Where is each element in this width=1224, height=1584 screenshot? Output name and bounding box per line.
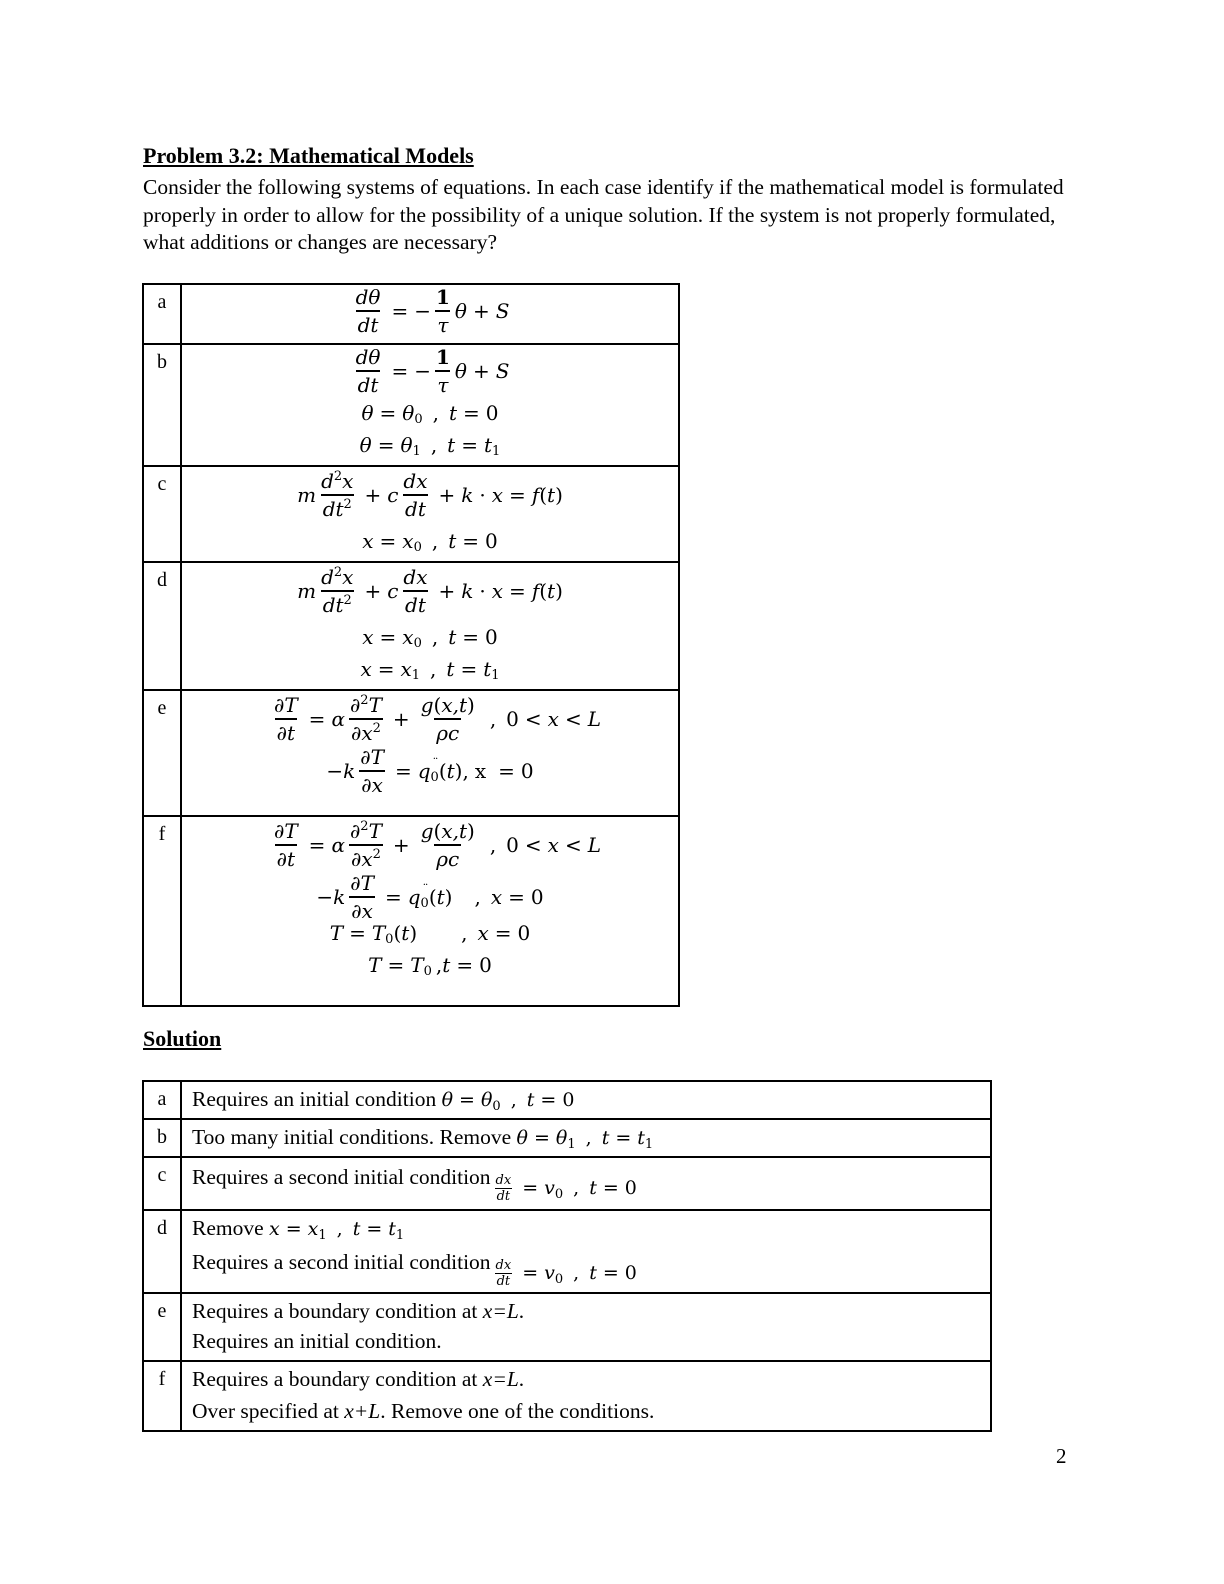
ode-first-order: $\frac{d\theta}{dt}$ = − $\frac{1}{\tau}$ θ + S bbox=[355, 285, 510, 337]
solution-text: Requires a boundary condition at bbox=[192, 1299, 483, 1323]
initial-condition-theta0: θ = θ 0 , t = 0 bbox=[361, 401, 499, 427]
condition-theta1: θ = θ 1 , t = t 1 bbox=[516, 1127, 654, 1152]
row-label: d bbox=[143, 562, 181, 690]
row-label: b bbox=[143, 1119, 181, 1157]
solution-text: Too many initial conditions. Remove bbox=[192, 1125, 512, 1149]
problem-table bbox=[142, 283, 680, 1007]
row-label: f bbox=[143, 1361, 181, 1431]
condition-x1: x = x 1 , t = t 1 bbox=[269, 1218, 405, 1243]
solution-text: Requires an initial condition. bbox=[192, 1329, 442, 1353]
boundary-location: x=L bbox=[482, 1299, 519, 1323]
problem-statement bbox=[143, 174, 1083, 257]
solution-text: Requires a second initial condition bbox=[192, 1250, 491, 1274]
solution-row-b bbox=[143, 1119, 991, 1157]
condition-x1: x = x 1 , t = t 1 bbox=[360, 657, 500, 683]
problem-row-e bbox=[143, 690, 679, 816]
equation-cell bbox=[181, 466, 679, 562]
temperature-boundary-condition: T = T 0 ( t ) , x = 0 bbox=[329, 921, 531, 947]
solution-row-c bbox=[143, 1157, 991, 1210]
row-label: b bbox=[143, 344, 181, 466]
equation-cell bbox=[181, 816, 679, 1006]
problem-row-f bbox=[143, 816, 679, 1006]
equation-cell bbox=[181, 344, 679, 466]
ode-second-order: m $\frac{d^2x}{dt^2}$ + c $\frac{dx}{dt}$ + k · x = f ( t ) bbox=[297, 565, 563, 617]
solution-text: . Remove one of the conditions. bbox=[380, 1399, 655, 1423]
heat-equation: $\frac{\partial T}{\partial t}$ = α $\frac{\partial^2T}{\partial x^2}$ + $\frac{g(x,t)}{\rho c}$ , 0 < x < L bbox=[273, 693, 601, 745]
solution-row-a bbox=[143, 1081, 991, 1119]
row-label: a bbox=[143, 1081, 181, 1119]
flux-boundary-condition: − k $\frac{\partial T}{\partial x}$ = q ¨ 0 ( t ) , x = 0 bbox=[326, 747, 533, 795]
ode-first-order: $\frac{d\theta}{dt}$ = − $\frac{1}{\tau}$ θ + S bbox=[355, 345, 510, 397]
row-label: c bbox=[143, 466, 181, 562]
boundary-location: x+L bbox=[344, 1399, 381, 1423]
solution-row-d bbox=[143, 1210, 991, 1293]
solution-row-f bbox=[143, 1361, 991, 1431]
ode-second-order: m $\frac{d^2x}{dt^2}$ + c $\frac{dx}{dt}$ + k · x = f ( t ) bbox=[297, 469, 563, 521]
equation-cell bbox=[181, 562, 679, 690]
solution-cell bbox=[181, 1157, 991, 1210]
row-label: e bbox=[143, 1293, 181, 1361]
heat-equation: $\frac{\partial T}{\partial t}$ = α $\frac{\partial^2T}{\partial x^2}$ + $\frac{g(x,t)}{\rho c}$ , 0 < x < L bbox=[273, 819, 601, 871]
page-number: 2 bbox=[1056, 1444, 1067, 1468]
problem-row-a bbox=[143, 284, 679, 344]
row-label: e bbox=[143, 690, 181, 816]
problem-row-c bbox=[143, 466, 679, 562]
solution-text: Requires a boundary condition at bbox=[192, 1367, 483, 1391]
flux-boundary-condition: − k $\frac{\partial T}{\partial x}$ = q ¨ 0 ( t ) , x = 0 bbox=[316, 873, 543, 921]
solution-text: Requires an initial condition bbox=[192, 1087, 437, 1111]
solution-text: Requires a second initial condition bbox=[192, 1165, 491, 1189]
condition-theta1: θ = θ 1 , t = t 1 bbox=[359, 433, 501, 459]
solution-row-e bbox=[143, 1293, 991, 1361]
solution-cell bbox=[181, 1293, 991, 1361]
row-label: c bbox=[143, 1157, 181, 1210]
problem-title: Problem 3.2: Mathematical Models bbox=[143, 143, 474, 168]
period: . bbox=[518, 1299, 525, 1323]
solution-heading: Solution bbox=[143, 1026, 222, 1051]
solution-cell bbox=[181, 1361, 991, 1431]
initial-condition-x0: x = x 0 , t = 0 bbox=[362, 625, 498, 651]
row-label: f bbox=[143, 816, 181, 1006]
row-label: d bbox=[143, 1210, 181, 1293]
equation-cell bbox=[181, 284, 679, 344]
solution-text: Remove bbox=[192, 1216, 264, 1240]
boundary-location: x=L bbox=[482, 1367, 519, 1391]
solution-text: Over specified at bbox=[192, 1399, 345, 1423]
velocity-initial-condition: $\frac{dx}{dt}$ = v 0 , t = 0 bbox=[495, 1173, 637, 1204]
problem-row-b bbox=[143, 344, 679, 466]
temperature-initial-condition: T = T 0 , t = 0 bbox=[368, 953, 492, 979]
initial-condition-x0: x = x 0 , t = 0 bbox=[362, 529, 498, 555]
problem-row-d bbox=[143, 562, 679, 690]
intro-paragraph: Consider the following systems of equations. In each case identify if the mathematical model is formulated properly in order to allow for the possibility of a unique solution. If the system is not properly formulated, what additions or changes are necessary? bbox=[143, 175, 1064, 254]
solution-cell bbox=[181, 1081, 991, 1119]
period: . bbox=[518, 1367, 525, 1391]
solution-table bbox=[142, 1080, 992, 1432]
solution-cell bbox=[181, 1119, 991, 1157]
velocity-initial-condition: $\frac{dx}{dt}$ = v 0 , t = 0 bbox=[495, 1258, 637, 1289]
row-label: a bbox=[143, 284, 181, 344]
solution-cell bbox=[181, 1210, 991, 1293]
equation-cell bbox=[181, 690, 679, 816]
initial-condition-theta0: θ = θ 0 , t = 0 bbox=[441, 1089, 575, 1114]
